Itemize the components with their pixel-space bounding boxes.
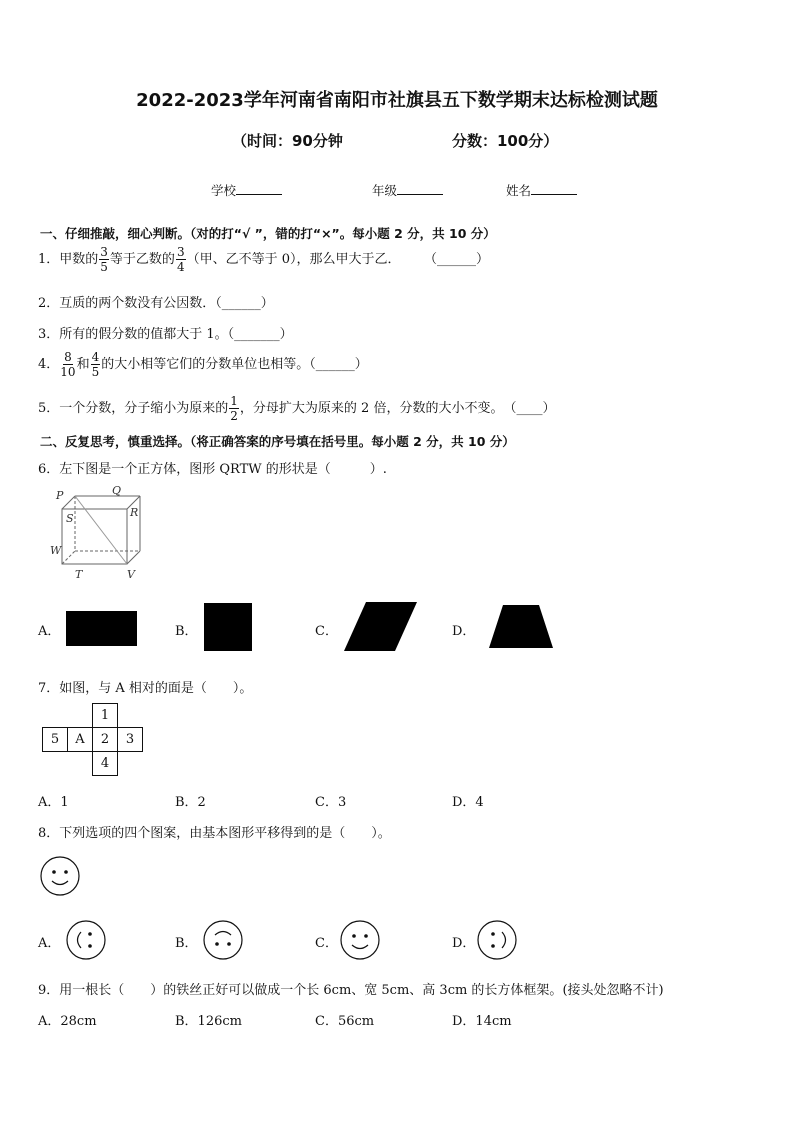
cube-net — [42, 703, 168, 776]
exam-score: 分数：100分） — [452, 132, 559, 150]
q8-option-a[interactable]: A． — [38, 936, 61, 951]
q6-shape-rectangle — [66, 611, 137, 646]
question-2: 2．互质的两个数没有公因数．（______） — [38, 296, 274, 311]
question-8: 8．下列选项的四个图案，由基本图形平移得到的是（ ）。 — [38, 826, 391, 841]
q6-shape-trapezoid — [489, 605, 555, 649]
q8-face-d-icon — [477, 920, 519, 962]
name-label: 姓名 — [506, 183, 532, 198]
school-label: 学校 — [211, 183, 237, 198]
q6-shape-parallelogram — [344, 602, 418, 652]
cube-figure — [42, 484, 157, 582]
cube-label-t: T — [75, 568, 83, 581]
net-face-3: 3 — [118, 728, 143, 752]
question-7: 7．如图，与 A 相对的面是（ ）。 — [38, 681, 253, 696]
fraction-8-10: $\frac{8}{10}$ — [60, 350, 76, 379]
q8-option-d[interactable]: D． — [452, 936, 476, 951]
page-title: 2022-2023学年河南省南阳市社旗县五下数学期末达标检测试题 — [136, 90, 658, 111]
question-5: 5．一个分数，分子缩小为原来的 $\frac{1}{2}$ ，分母扩大为原来的 2 倍，分数的大小不变。 （____） — [38, 394, 556, 423]
q7-option-a[interactable]: A．1 — [38, 795, 69, 810]
q6-option-b[interactable]: B． — [175, 624, 198, 639]
q8-face-b-icon — [203, 920, 245, 962]
name-blank[interactable] — [531, 182, 577, 195]
q9-option-d[interactable]: D．14cm — [452, 1014, 512, 1029]
q8-option-c[interactable]: C． — [315, 936, 338, 951]
cube-label-v: V — [127, 568, 135, 581]
fraction-1-2: $\frac{1}{2}$ — [230, 394, 238, 423]
fraction-3-4: $\frac{3}{4}$ — [176, 245, 185, 274]
net-face-a: A — [68, 728, 93, 752]
q9-option-c[interactable]: C．56cm — [315, 1014, 375, 1029]
smiley-face-icon — [40, 856, 82, 898]
exam-time: （时间：90分钟 — [232, 132, 343, 150]
cube-label-r: R — [130, 506, 139, 519]
net-face-1: 1 — [93, 704, 118, 728]
q6-option-d[interactable]: D． — [452, 624, 476, 639]
q9-option-a[interactable]: A．28cm — [38, 1014, 97, 1029]
q7-option-b[interactable]: B．2 — [175, 795, 206, 810]
net-face-2: 2 — [93, 728, 118, 752]
section1-title: 一、仔细推敲，细心判断。（对的打“√ ”，错的打“×”。每小题 2 分，共 10 分） — [40, 226, 496, 241]
name-field[interactable] — [506, 181, 577, 199]
q8-face-a-icon — [66, 920, 108, 962]
school-blank[interactable] — [236, 182, 282, 195]
q9-option-b[interactable]: B．126cm — [175, 1014, 242, 1029]
question-6: 6．左下图是一个正方体，图形 QRTW 的形状是（ ）. — [38, 462, 387, 477]
net-face-5: 5 — [43, 728, 68, 752]
question-3: 3．所有的假分数的值都大于 1。（_______） — [38, 327, 293, 342]
answer-blank-1[interactable]: （______） — [430, 252, 489, 267]
question-9: 9．用一根长（ ）的铁丝正好可以做成一个长 6cm、宽 5cm、高 3cm 的长方体框架。(接头处忽略不计) — [38, 983, 664, 998]
q7-option-c[interactable]: C．3 — [315, 795, 347, 810]
q8-option-b[interactable]: B． — [175, 936, 198, 951]
question-1: 1．甲数的 $\frac{3}{5}$ 等于乙数的 $\frac{3}{4}$ （甲、乙不等于 0），那么甲大于乙． （______） — [38, 245, 489, 274]
school-field[interactable] — [211, 181, 282, 199]
grade-blank[interactable] — [397, 182, 443, 195]
cube-label-w: W — [50, 544, 62, 557]
fraction-4-5: $\frac{4}{5}$ — [91, 350, 100, 379]
section2-title: 二、反复思考，慎重选择。（将正确答案的序号填在括号里。每小题 2 分，共 10 分） — [40, 434, 515, 449]
q8-face-c-icon — [340, 920, 382, 962]
fraction-3-5: $\frac{3}{5}$ — [100, 245, 108, 274]
q6-shape-square — [204, 603, 252, 651]
q7-option-d[interactable]: D．4 — [452, 795, 484, 810]
cube-label-p: P — [56, 489, 64, 502]
cube-label-s: S — [66, 512, 74, 525]
question-4: 4． $\frac{8}{10}$ 和 $\frac{4}{5}$ 的大小相等它们的分数单位也相等。（______） — [38, 350, 368, 379]
grade-label: 年级 — [372, 183, 398, 198]
q6-option-c[interactable]: C． — [315, 624, 338, 639]
net-face-4: 4 — [93, 752, 118, 776]
cube-label-q: Q — [112, 484, 122, 497]
q6-option-a[interactable]: A． — [38, 624, 61, 639]
grade-field[interactable] — [372, 181, 443, 199]
